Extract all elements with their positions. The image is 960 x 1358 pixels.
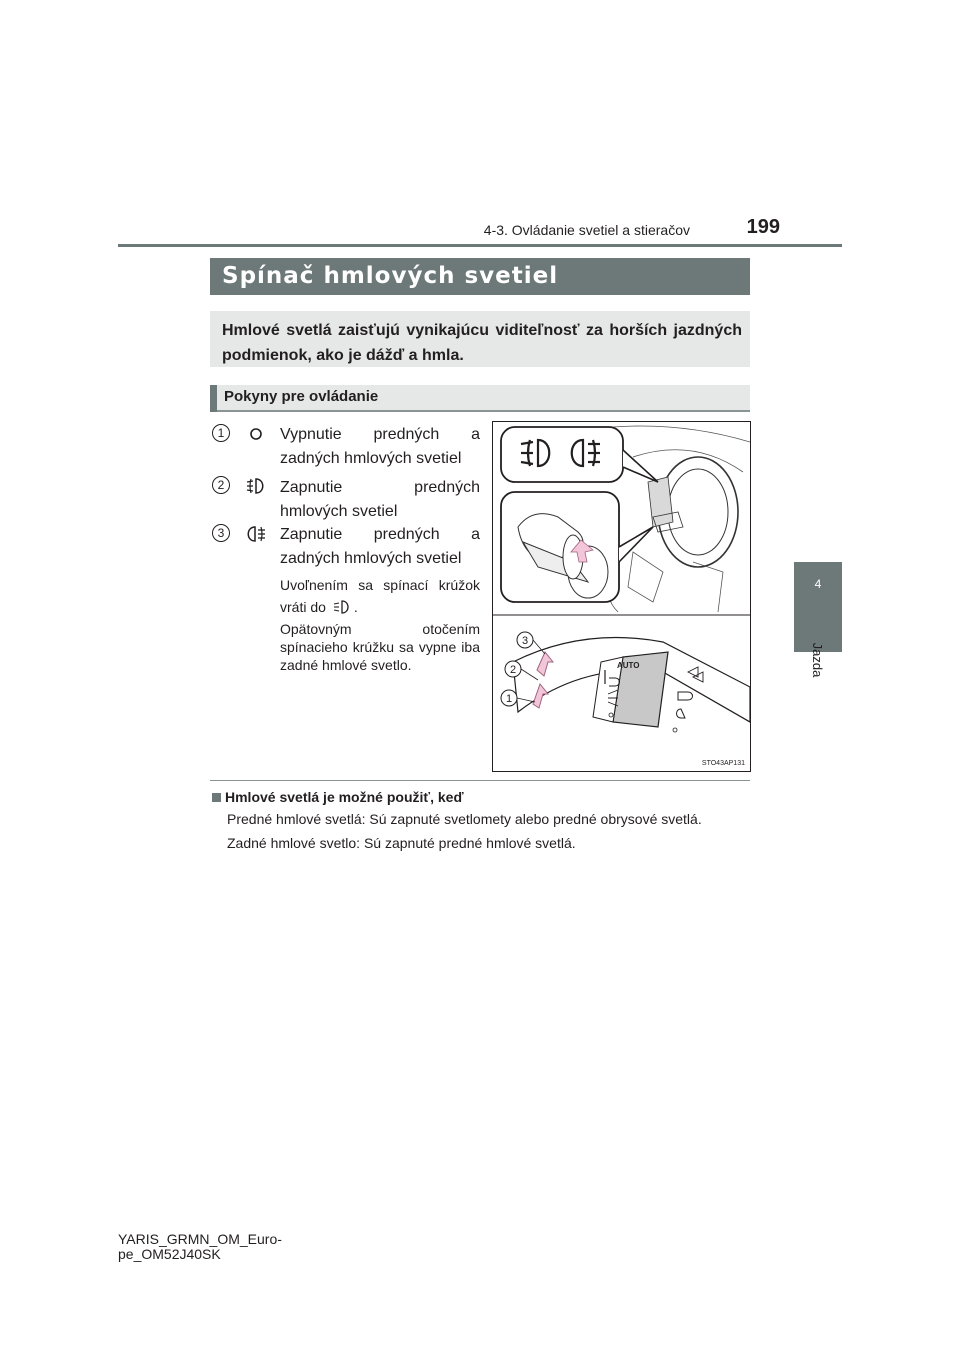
condition-front: Predné hmlové svetlá: Sú zapnuté svetlomety alebo predné obrysové svetlá. [227,811,702,827]
section-rule [210,780,750,781]
chapter-label: Jazda [810,642,825,678]
item-text-3: Zapnutie predných a zadných hmlových svetiel [280,526,480,567]
item-text-1: Vypnutie predných a zadných hmlových svetiel [280,426,480,467]
header-rule [118,244,842,247]
item-number-2: 2 [212,476,230,494]
item-number-3: 3 [212,524,230,542]
front-fog-icon [332,599,352,615]
conditions-title [212,789,464,805]
item-number-1: 1 [212,424,230,442]
footer-line-1: YARIS_GRMN_OM_Euro- [118,1231,282,1247]
note-return-end: . [353,599,358,615]
subheading-accent [210,385,217,412]
auto-label: AUTO [617,661,640,670]
front-fog-icon [244,476,268,496]
section-title: Spínač hmlových svetiel [222,263,559,289]
intro-text: Hmlové svetlá zaisťujú vynikajúcu viditeľnosť za horších jazdných podmienok, ako je dážď a hmla. [222,322,742,364]
note-return [280,574,480,618]
running-header: 4-3. Ovládanie svetiel a stieračov [483,222,690,238]
fig-label-3: 3 [521,635,529,647]
conditions-title-text: Hmlové svetlá je možné použiť, keď [225,789,464,805]
footer-line-2: pe_OM52J40SK [118,1246,221,1262]
subheading: Pokyny pre ovládanie [224,388,379,405]
fog-switch-illustration [493,422,750,771]
rear-fog-icon [244,524,268,544]
off-circle-icon [249,427,263,441]
page-number: 199 [746,216,780,238]
condition-rear: Zadné hmlové svetlo: Sú zapnuté predné hmlové svetlá. [227,835,576,851]
chapter-number: 4 [814,577,822,591]
note-rear-off: Opätovným otočením spínacieho krúžku sa vypne iba zadné hmlové svetlo. [280,621,480,673]
item-text-2: Zapnutie predných hmlových svetiel [280,479,480,520]
bullet-square-icon [212,793,221,802]
illustration [492,421,751,772]
fig-label-2: 2 [509,664,517,676]
footer [118,1232,282,1262]
note-return-text: Uvoľnením sa spínací krúžok vráti do [280,577,480,615]
fig-label-1: 1 [505,693,513,705]
figure-code: STO43AP131 [701,760,745,767]
